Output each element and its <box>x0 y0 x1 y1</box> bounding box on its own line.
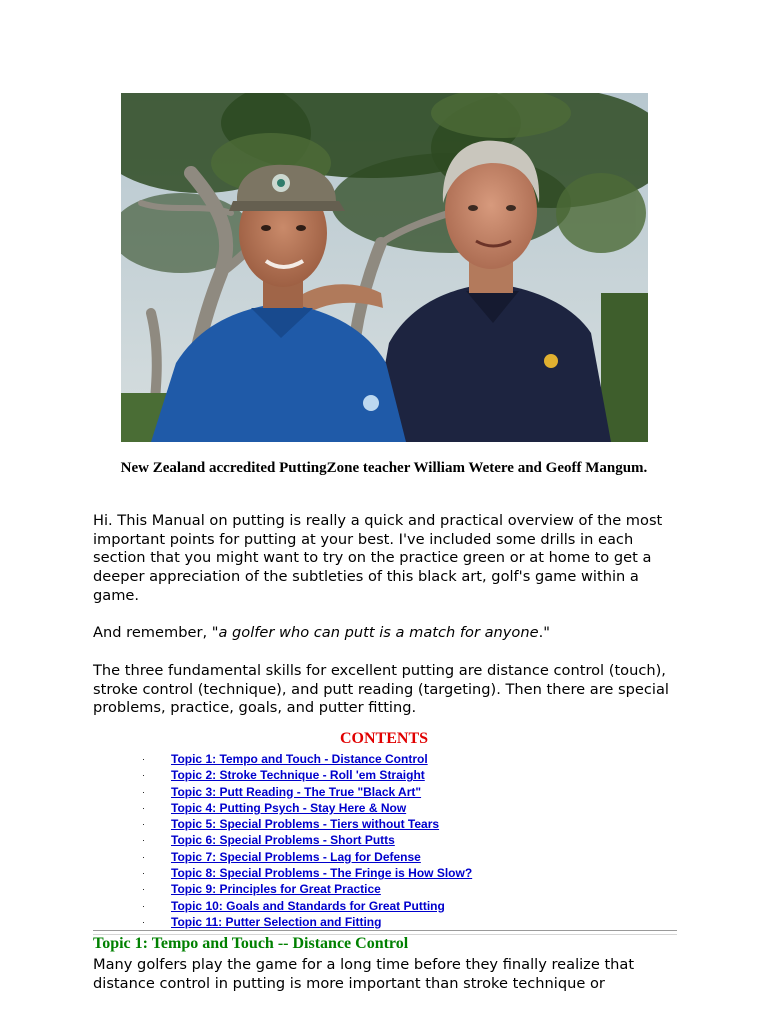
bullet-icon: · <box>142 754 145 764</box>
quote-text: a golfer who can putt is a match for anyone <box>218 624 539 641</box>
toc-link-topic-6[interactable]: Topic 6: Special Problems - Short Putts <box>171 833 395 848</box>
contents-title: CONTENTS <box>339 730 429 747</box>
golf-instructors-photo <box>121 93 648 442</box>
photo <box>121 93 648 442</box>
bullet-icon: · <box>142 819 145 830</box>
bullet-icon: · <box>142 835 145 846</box>
bullet-icon: · <box>142 851 145 862</box>
toc-link-topic-11[interactable]: Topic 11: Putter Selection and Fitting <box>171 914 382 929</box>
topic-1-heading: Topic 1: Tempo and Touch -- Distance Control <box>93 935 409 952</box>
skills-paragraph: The three fundamental skills for excellent putting are distance control (touch), stroke control (technique), and putt reading (targeting). Then there are special problems, practice, goals, and putter fitting. <box>93 662 669 717</box>
toc-link-topic-5[interactable]: Topic 5: Special Problems - Tiers without Tears <box>171 817 440 832</box>
toc-link-topic-1[interactable]: Topic 1: Tempo and Touch - Distance Control <box>171 752 428 766</box>
bullet-icon: · <box>142 770 145 781</box>
toc-link-topic-7[interactable]: Topic 7: Special Problems - Lag for Defense <box>171 849 421 864</box>
bullet-icon: · <box>142 884 145 895</box>
photo-caption: New Zealand accredited PuttingZone teacher William Wetere and Geoff Mangum. <box>120 460 648 476</box>
bullet-icon: · <box>142 916 145 927</box>
toc-link-topic-2[interactable]: Topic 2: Stroke Technique - Roll 'em Straight <box>171 768 425 783</box>
bullet-icon: · <box>142 802 145 813</box>
quote-prefix: And remember, " <box>93 624 219 641</box>
bullet-icon: · <box>142 868 145 879</box>
toc-link-topic-10[interactable]: Topic 10: Goals and Standards for Great Putting <box>171 898 445 913</box>
intro-paragraph: Hi. This Manual on putting is really a quick and practical overview of the most important points for putting at your best. I've included some drills in each section that you might want to try on the practice green or at home to get a deeper appreciation of the subtleties of this black art, golf's game within a game. <box>93 512 663 604</box>
bullet-icon: · <box>142 900 145 911</box>
toc-link-topic-9[interactable]: Topic 9: Principles for Great Practice <box>171 882 381 897</box>
topic-1-body: Many golfers play the game for a long time before they finally realize that distance control in putting is more important than stroke technique or <box>93 956 635 992</box>
quote-paragraph <box>93 624 683 643</box>
toc-link-topic-3[interactable]: Topic 3: Putt Reading - The True "Black Art" <box>171 784 422 799</box>
toc-link-topic-8[interactable]: Topic 8: Special Problems - The Fringe is How Slow? <box>171 866 473 881</box>
toc-link-topic-4[interactable]: Topic 4: Putting Psych - Stay Here & Now <box>171 800 407 815</box>
quote-suffix: ." <box>538 624 550 641</box>
bullet-icon: · <box>142 786 145 797</box>
